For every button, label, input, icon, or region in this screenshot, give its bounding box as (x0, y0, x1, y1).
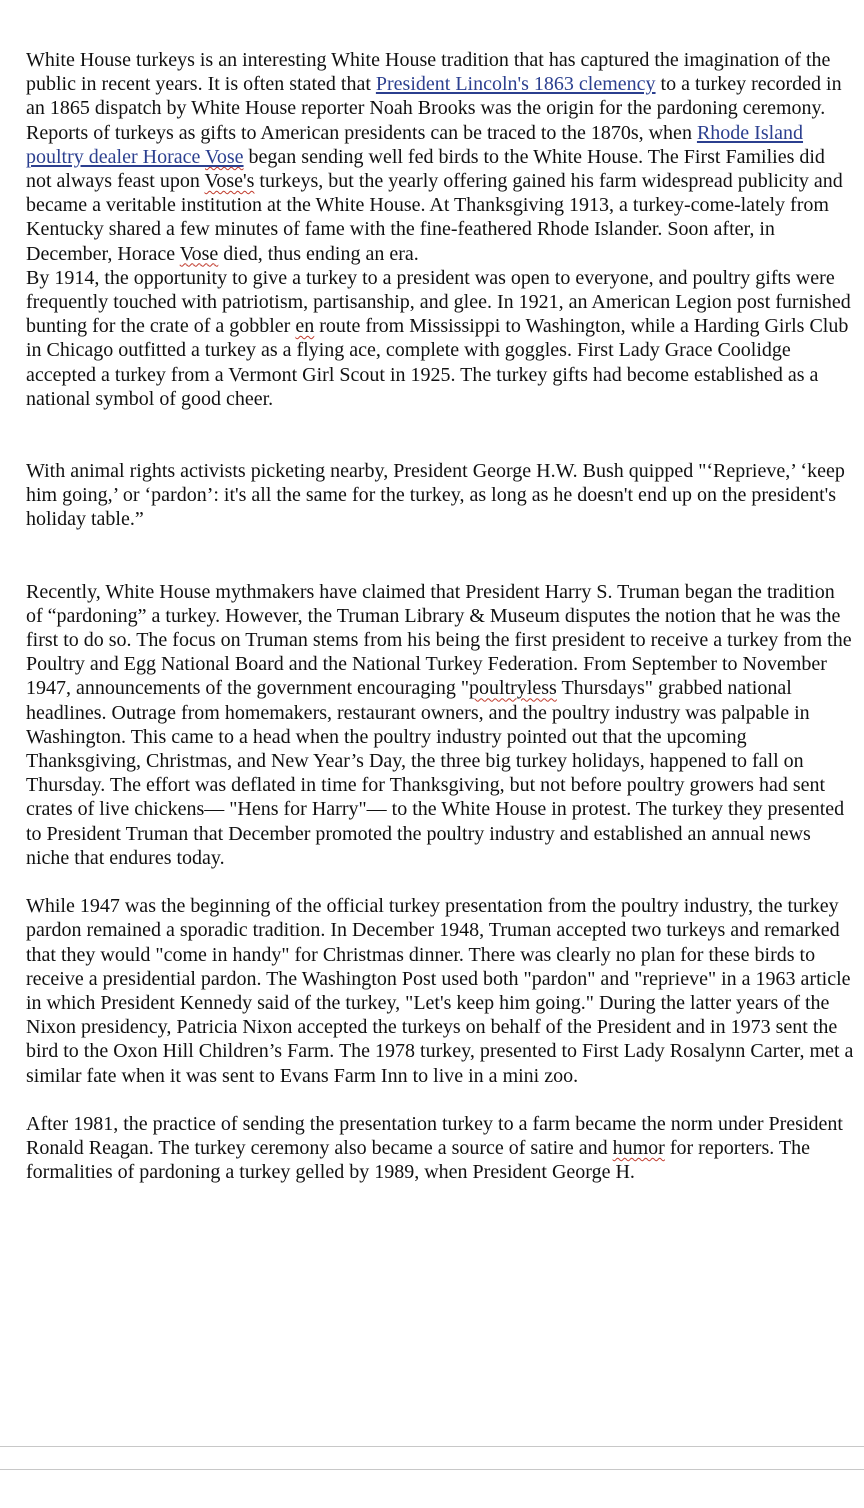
text-run: Recently, White House mythmakers have claimed that President Harry S. Truman began the tradition of “pardoning” a turkey. However, the Truman Library & Museum disputes the notion that he was the first to do so. The focus on Truman stems from his being the first president to receive a turkey from the Poultry and Egg National Board and the National Turkey Federation. From September to November 1947, announcements of the government encouraging " (26, 580, 852, 700)
text-run: After 1981, the practice of sending the presentation turkey to a farm became the norm under President Ronald Reagan. The turkey ceremony also became a source of satire and (26, 1112, 843, 1159)
text-run: By 1914, the opportunity to give a turkey to a president was open to everyone, and poultry gifts were frequently touched with patriotism, partisanship, and glee. In 1921, an American Legion post furnished bunting for the crate of a gobbler (26, 266, 851, 338)
paragraph-1914 (26, 266, 854, 411)
paragraph-intro (26, 48, 854, 121)
text-run: died, thus ending an era. (218, 242, 419, 265)
text-run: for reporters. The formalities of pardoning a turkey gelled by 1989, when President George H. (26, 1136, 810, 1184)
paragraph-bush-quote: With animal rights activists picketing nearby, President George H.W. Bush quipped "‘Reprieve,’ ‘keep him going,’ or ‘pardon’: it's all the same for the turkey, as long as he doesn't end up on the president's holiday table.” (26, 460, 845, 531)
misspelled-word: poultryless (469, 677, 557, 700)
text-run: Reports of turkeys as gifts to American presidents can be traced to the 1870s, when (26, 121, 697, 144)
paragraph-spacer (26, 411, 854, 459)
paragraph-1981 (26, 1112, 854, 1185)
paragraph-1947: While 1947 was the beginning of the official turkey presentation from the poultry industry, the turkey pardon remained a sporadic tradition. In December 1948, Truman accepted two turkeys and remarked that they would "come in handy" for Christmas dinner. There was clearly no plan for these birds to receive a presidential pardon. The Washington Post used both "pardon" and "reprieve" in a 1963 article in which President Kennedy said of the turkey, "Let's keep him going." During the latter years of the Nixon presidency, Patricia Nixon accepted the turkeys on behalf of the President and in 1973 sent the bird to the Oxon Hill Children’s Farm. The 1978 turkey, presented to First Lady Rosalynn Carter, met a similar fate when it was sent to Evans Farm Inn to live in a mini zoo. (26, 895, 854, 1087)
lincoln-clemency-link[interactable]: President Lincoln's 1863 clemency (375, 73, 656, 96)
misspelled-word: Vose's (204, 170, 255, 193)
text-run: Thursdays" grabbed national headlines. Outrage from homemakers, restaurant owners, and the poultry industry was palpable in Washington. This came to a head when the poultry industry pointed out that the upcoming Thanksgiving, Christmas, and New Year’s Day, the three big turkey holidays, happened to fall on Thursday. The effort was deflated in time for Thanksgiving, but not before poultry growers had sent crates of live chickens— "Hens for Harry"— to the White House in protest. The turkey they presented to President Truman that December promoted the poultry industry and established an annual news niche that endures today. (26, 677, 845, 869)
misspelled-word: humor (612, 1136, 665, 1159)
page-bottom-divider (0, 1446, 864, 1447)
paragraph-spacer (26, 870, 854, 894)
misspelled-word: en (295, 315, 315, 338)
text-run: began sending well fed birds to the White House. The First Families did not always feast upon (26, 145, 825, 193)
paragraph-spacer (26, 532, 854, 580)
paragraph-truman (26, 580, 854, 870)
link-text: Rhode Island poultry dealer Horace (26, 121, 804, 168)
page-bottom-divider (0, 1469, 864, 1470)
misspelled-word: Vose (179, 242, 219, 265)
text-run: route from Mississippi to Washington, while a Harding Girls Club in Chicago outfitted a turkey as a flying ace, complete with goggles. First Lady Grace Coolidge accepted a turkey from a Vermont Girl Scout in 1925. The turkey gifts had become established as a national symbol of good cheer. (26, 315, 849, 410)
text-run: White House turkeys is an interesting White House tradition that has captured the imagination of the public in recent years. It is often stated that (26, 49, 831, 96)
text-run: turkeys, but the yearly offering gained his farm widespread publicity and became a veritable institution at the White House. At Thanksgiving 1913, a turkey-come-lately from Kentucky shared a few minutes of fame with the fine-feathered Rhode Islander. Soon after, in December, Horace (26, 170, 843, 265)
paragraph-spacer (26, 1088, 854, 1112)
document-body[interactable] (26, 48, 854, 1184)
paragraph-reports (26, 121, 854, 266)
misspelled-word: Vose (205, 145, 244, 168)
text-run: to a turkey recorded in an 1865 dispatch by White House reporter Noah Brooks was the origin for the pardoning ceremony. (26, 73, 842, 120)
